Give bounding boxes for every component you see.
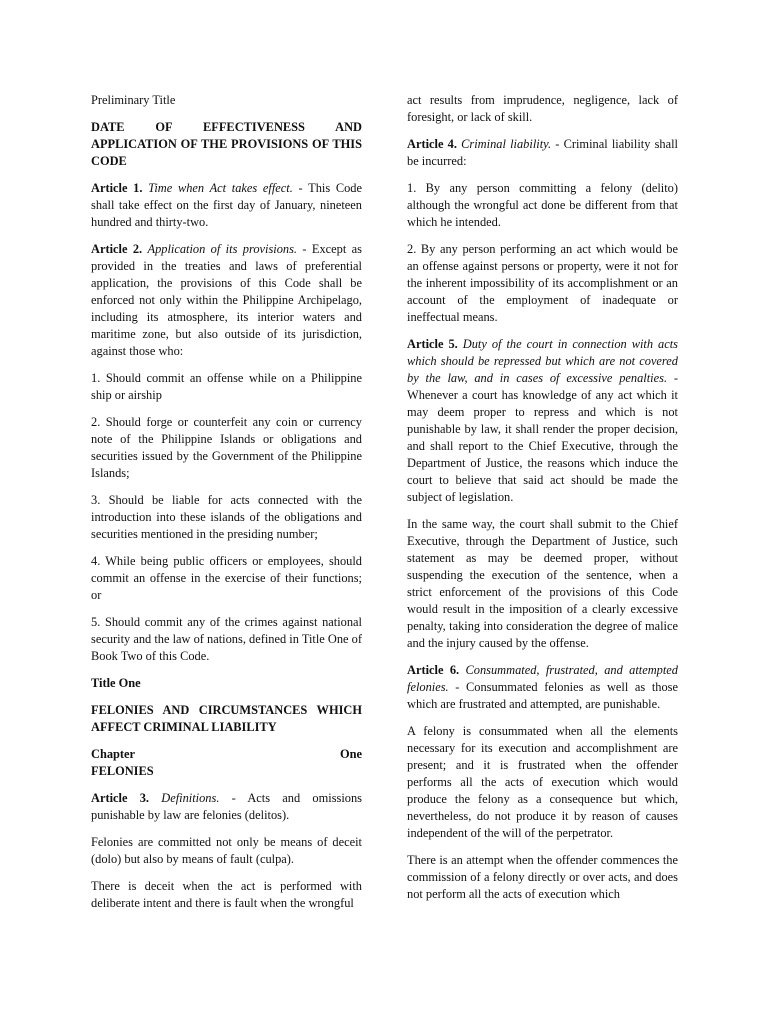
article-4-title: Criminal liability. (461, 137, 552, 151)
list-item: 4. While being public officers or employees, should commit an offense in the exercise of their functions; or (91, 554, 362, 602)
paragraph-felonies: Felonies are committed not only be means of deceit (dolo) but also by means of fault (culpa). (91, 835, 362, 866)
article-1-title: Time when Act takes effect. (148, 181, 293, 195)
preliminary-title: Preliminary Title (91, 93, 176, 107)
paragraph-attempt: There is an attempt when the offender commences the commission of a felony directly or over acts, and does not perform all the acts of execution which (407, 853, 678, 901)
article-6-text: - Consummated felonies as well as those which are frustrated and attempted, are punishable. (407, 680, 678, 711)
article-5-text: - Whenever a court has knowledge of any act which it may deem proper to repress and which is not punishable by law, it shall render the proper decision, and shall report to the Chief Executive, through the Department of Justice, the reasons which induce the court to believe that said act should be made the subject of legislation. (407, 371, 678, 504)
article-3 (91, 790, 362, 824)
article-2-title: Application of its provisions. (147, 242, 298, 256)
article-6-number: Article 6. (407, 663, 460, 677)
article-5 (407, 336, 678, 506)
chapter-number: One (339, 747, 362, 761)
title-one: Title One (91, 676, 141, 690)
article-3-text: - Acts and omissions punishable by law are felonies (delitos). (91, 791, 362, 822)
article-5-number: Article 5. (407, 337, 458, 351)
article-3-title: Definitions. (161, 791, 220, 805)
article-4-number: Article 4. (407, 137, 457, 151)
paragraph-same-way: In the same way, the court shall submit to the Chief Executive, through the Department of Justice, such statement as may be deemed proper, without suspending the execution of the sentence, when a strict enforcement of the provisions of this Code would result in the imposition of a clearly excessive penalty, taking into consideration the degree of malice and the injury caused by the offense. (407, 517, 678, 650)
list-item: 3. Should be liable for acts connected with the introduction into these islands of the obligations and securities mentioned in the presiding number; (91, 493, 362, 541)
article-4-text: - Criminal liability shall be incurred: (407, 137, 678, 168)
article-2 (91, 241, 362, 360)
list-item: 5. Should commit any of the crimes against national security and the law of nations, defined in Title One of Book Two of this Code. (91, 615, 362, 663)
article-6 (407, 662, 678, 713)
chapter-title: FELONIES (91, 764, 154, 778)
article-6-title: Consummated, frustrated, and attempted felonies. (407, 663, 679, 694)
left-column (91, 92, 362, 922)
article-1 (91, 180, 362, 231)
article-4 (407, 136, 678, 170)
list-item: 1. Should commit an offense while on a Philippine ship or airship (91, 371, 362, 402)
article-2-text: - Except as provided in the treaties and laws of preferential application, the provisions of this Code shall be enforced not only within the Philippine Archipelago, including its atmosphere, its interior waters and maritime zone, but also outside of its jurisdiction, against those who: (91, 242, 362, 358)
paragraph-deceit: There is deceit when the act is performed with deliberate intent and there is fault when the wrongful (91, 879, 362, 910)
paragraph-felony-consummated: A felony is consummated when all the elements necessary for its execution and accomplishment are present; and it is frustrated when the offender performs all the acts of execution which would produce the felony as a consequence but which, nevertheless, do not produce it by reason of causes independent of the will of the perpetrator. (407, 724, 678, 840)
paragraph-continued: act results from imprudence, negligence, lack of foresight, or lack of skill. (407, 93, 678, 124)
article-1-number: Article 1. (91, 181, 143, 195)
list-item: 1. By any person committing a felony (delito) although the wrongful act done be different from that which he intended. (407, 181, 678, 229)
list-item: 2. By any person performing an act which would be an offense against persons or property, were it not for the inherent impossibility of its accomplishment or an account of the employment of inadequate or ineffectual means. (407, 242, 678, 324)
article-1-text: - This Code shall take effect on the first day of January, nineteen hundred and thirty-two. (91, 181, 362, 229)
chapter-word: Chapter (91, 747, 136, 761)
article-2-number: Article 2. (91, 242, 143, 256)
article-3-number: Article 3. (91, 791, 149, 805)
right-column (407, 92, 678, 913)
title-heading: FELONIES AND CIRCUMSTANCES WHICH AFFECT CRIMINAL LIABILITY (91, 703, 362, 734)
section-heading: DATE OF EFFECTIVENESS AND APPLICATION OF THE PROVISIONS OF THIS CODE (91, 120, 362, 168)
list-item: 2. Should forge or counterfeit any coin or currency note of the Philippine Islands or obligations and securities issued by the Government of the Philippine Islands; (91, 415, 362, 480)
article-5-title: Duty of the court in connection with acts which should be repressed but which are not covered by the law, and in cases of excessive penalties. (407, 337, 678, 385)
chapter-line (91, 746, 362, 763)
